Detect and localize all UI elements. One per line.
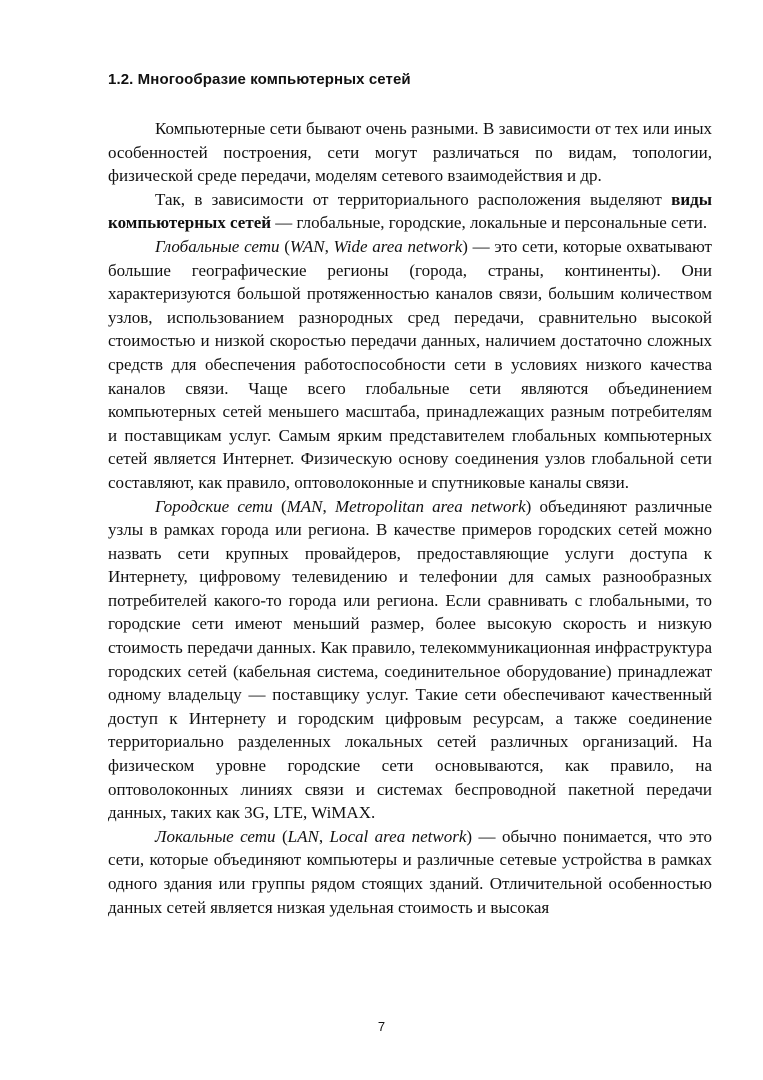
text-wan: — это сети, которые охватывают большие географические регионы (города, страны, континенты). Они характеризуются большой протяженностью каналов связи, большим количеством узлов, использованием разнородных сред передачи, сравнительно высокой стоимостью и низкой скоростью передачи данных, наличием достаточно сложных средств для обеспечения работоспособности сети в условиях низкого качества каналов связи. Чаще всего глобальные сети являются объединением компьютерных сетей меньшего масштаба, принадлежащих разным потребителям и поставщикам услуг. Самым ярким представителем глобальных компьютерных сетей является Интернет. Физическую основу соединения узлов глобальной сети составляют, как правило, оптоволоконные и спутниковые каналы связи. [108, 236, 712, 492]
paragraph-man [108, 495, 712, 825]
paren-close: ) [462, 236, 468, 256]
text-segment: Так, в зависимости от территориального расположения выделяют [155, 189, 672, 209]
abbr-wan: WAN [289, 236, 325, 256]
abbr-lan: LAN [287, 826, 319, 846]
full-name-wan: Wide area network [333, 236, 463, 256]
bold-term: виды компьютерных сетей [108, 189, 712, 233]
paren-close: ) [466, 826, 473, 846]
paren-close: ) [525, 496, 532, 516]
separator: , [324, 236, 334, 256]
paren-open: ( [279, 236, 290, 256]
paragraph-intro: Компьютерные сети бывают очень разными. В зависимости от тех или иных особенностей построения, сети могут различаться по видам, топологии, физической среде передачи, моделям сетевого взаимодействия и др. [108, 119, 712, 186]
text-man: объединяют различные узлы в рамках города или региона. В качестве примеров городских сетей можно назвать сети крупных провайдеров, предоставляющие услуги доступа к Интернету, цифровому телевидению и телефонии для самых разнообразных потребителей какого-то города или региона. Если сравнивать с глобальными, то городские сети имеют меньший размер, более высокую скорость и низкую стоимость передачи данных. Как правило, телекоммуникационная инфраструктура городских сетей (кабельная система, соединительное оборудование) принадлежат одному владельцу — поставщику услуг. Такие сети обеспечивают качественный доступ к Интернету и городским цифровым ресурсам, а также соединение территориально разделенных локальных сетей различных организаций. На физическом уровне городские сети основываются, как правило, на оптоволоконных линиях связи и системах беспроводной пакетной передачи данных, таких как 3G, LTE, WiMAX. [108, 496, 712, 823]
text-segment: — глобальные, городские, локальные и персональные сети. [271, 213, 708, 233]
separator: , [318, 826, 330, 846]
paren-open: ( [275, 826, 288, 846]
full-name-lan: Local area network [329, 826, 467, 846]
full-name-man: Metropolitan area network [334, 496, 526, 516]
term-wan: Глобальные сети [155, 236, 280, 256]
term-man: Городские сети [155, 496, 273, 516]
paragraph-wan [108, 235, 712, 495]
page-number: 7 [377, 1019, 386, 1034]
paragraph-network-types [108, 188, 712, 235]
term-lan: Локальные сети [155, 826, 276, 846]
text-lan: — обычно понимается, что это сети, которые объединяют компьютеры и различные сетевые устройства в рамках одного здания или группы рядом стоящих зданий. Отличительной особенностью данных сетей является низкая удельная стоимость и высокая [108, 826, 712, 917]
separator: , [322, 496, 335, 516]
body-text [108, 117, 712, 919]
section-heading: 1.2. Многообразие компьютерных сетей [108, 71, 411, 88]
paren-open: ( [272, 496, 287, 516]
abbr-man: MAN [286, 496, 323, 516]
paragraph-lan [108, 825, 712, 919]
